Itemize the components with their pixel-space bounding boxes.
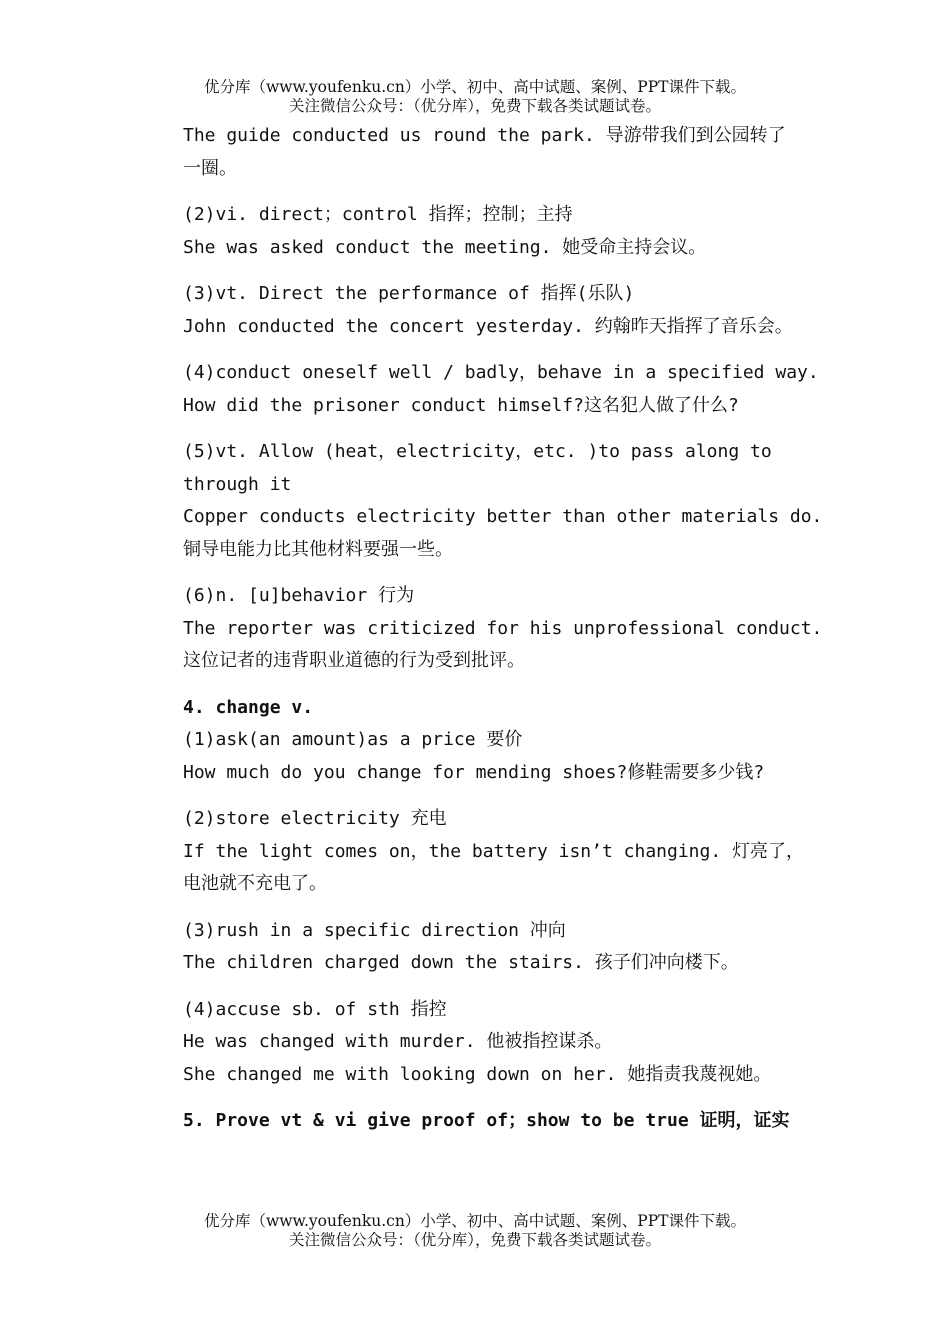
header-line-1: 优分库（www.youfenku.cn）小学、初中、高中试题、案例、PPT课件下载。 [203, 78, 747, 96]
footer-line-1: 优分库（www.youfenku.cn）小学、初中、高中试题、案例、PPT课件下载。 [203, 1212, 747, 1230]
example-sentence: The children charged down the stairs. 孩子们冲向楼下。 [183, 952, 739, 973]
example-sentence: How did the prisoner conduct himself?这名犯人做了什么? [183, 394, 739, 416]
header-line-2: 关注微信公众号：（优分库），免费下载各类试题试卷。 [288, 97, 661, 115]
definition-line-continued: through it [183, 473, 292, 495]
document-body [183, 120, 833, 1138]
page-header [0, 78, 950, 116]
example-sentence: She was asked conduct the meeting. 她受命主持会议。 [183, 236, 707, 258]
example-translation: 电池就不充电了。 [183, 873, 327, 894]
example-sentence: If the light comes on，the battery isn’t changing. 灯亮了， [183, 840, 805, 862]
definition-line: (4)conduct oneself well / badly，behave in a specified way. [183, 362, 819, 383]
example-sentence: The reporter was criticized for his unprofessional conduct. [183, 617, 823, 639]
example-sentence: He was changed with murder. 他被指控谋杀。 [183, 1031, 613, 1052]
definition-line: (6)n. [u]behavior 行为 [183, 585, 415, 606]
footer-line-2: 关注微信公众号：（优分库），免费下载各类试题试卷。 [288, 1231, 661, 1249]
example-translation: 铜导电能力比其他材料要强一些。 [183, 538, 453, 560]
example-sentence: She changed me with looking down on her. 她指责我蔑视她。 [183, 1063, 772, 1085]
example-translation: 一圈。 [183, 157, 237, 179]
definition-line: (4)accuse sb. of sth 指控 [183, 998, 447, 1020]
example-sentence: Copper conducts electricity better than other materials do. [183, 506, 823, 527]
section-heading: 4. change v. [183, 696, 314, 718]
definition-line: (2)vi. direct；control 指挥；控制；主持 [183, 204, 573, 225]
definition-line: (2)store electricity 充电 [183, 808, 447, 829]
definition-line: (3)vt. Direct the performance of 指挥(乐队) [183, 283, 635, 304]
example-sentence: How much do you change for mending shoes?修鞋需要多少钱? [183, 761, 765, 783]
definition-line: (3)rush in a specific direction 冲向 [183, 919, 566, 941]
example-sentence: The guide conducted us round the park. 导游带我们到公园转了 [183, 125, 786, 146]
definition-line: (1)ask(an amount)as a price 要价 [183, 729, 523, 750]
definition-line: (5)vt. Allow (heat，electricity，etc. )to pass along to [183, 441, 772, 462]
example-sentence: John conducted the concert yesterday. 约翰昨天指挥了音乐会。 [183, 315, 793, 337]
section-heading: 5. Prove vt & vi give proof of；show to be true 证明，证实 [183, 1110, 790, 1131]
page-footer [0, 1212, 950, 1250]
example-translation: 这位记者的违背职业道德的行为受到批评。 [183, 650, 525, 671]
